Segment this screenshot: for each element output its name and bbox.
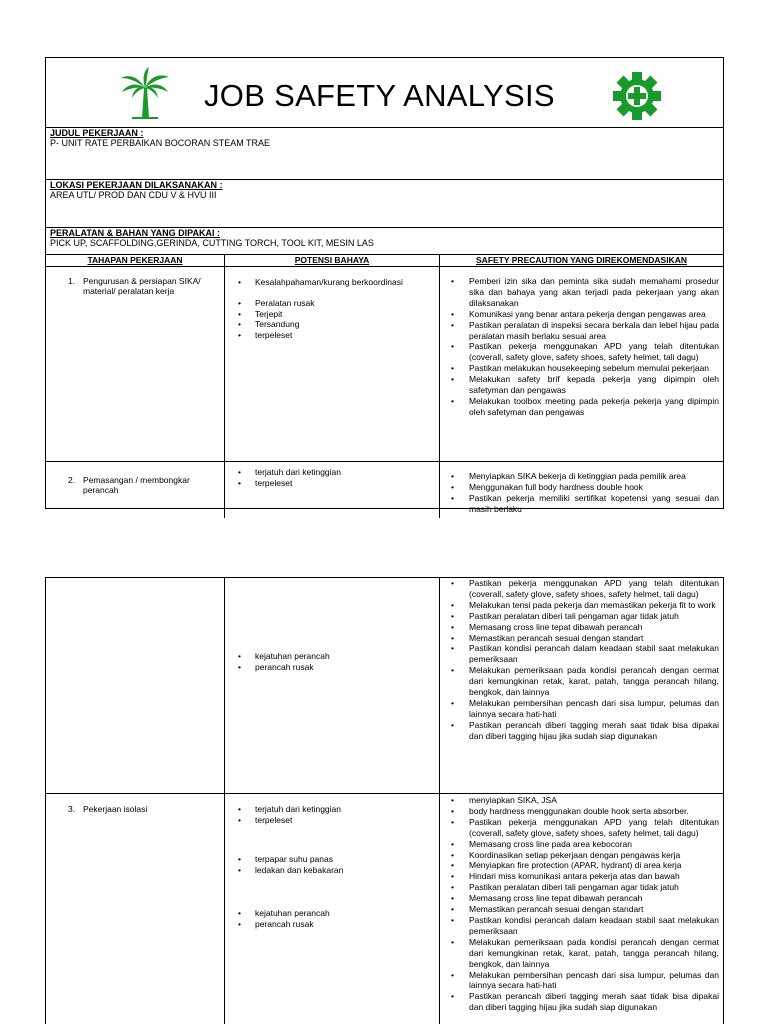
hazard-list [235, 651, 435, 672]
precaution-item: • Menggunakan full body hardness double hook [451, 482, 719, 493]
hazard-list [235, 298, 435, 340]
hazard-item: • Terjepit [235, 309, 435, 320]
table-row [46, 267, 723, 462]
precaution-item: • Pemberi izin sika dan peminta sika sudah memahami prosedur sika dan bahaya yang akan terjadi pada pekerjaan yang akan dilaksanakan [451, 276, 719, 309]
precaution-item: • Komunikasi yang benar antara pekerja dengan pengawas area [451, 309, 719, 320]
hazard-cell [225, 578, 440, 793]
judul-section [46, 128, 723, 180]
hazard-cell [225, 267, 440, 461]
precaution-item: • Pastikan melakukan housekeeping sebelum memulai pekerjaan [451, 363, 719, 374]
hazard-item: • terpapar suhu panas [235, 854, 435, 865]
precaution-item: • Memastikan perancah sesuai dengan standart [451, 904, 719, 915]
precaution-list [451, 471, 719, 515]
precaution-item: • Melakukan safety brif kepada pekerja yang dipimpin oleh safetyman dan pengawas [451, 374, 719, 396]
precaution-item: • Melakukan tensi pada pekerja dan memastikan pekerja fit to work [451, 600, 719, 611]
precaution-item: • Koordinasikan setiap pekerjaan dengan pengawas kerja [451, 850, 719, 861]
precaution-cell [440, 267, 723, 461]
precaution-item: • Melakukan pembersihan pencash dari sisa lumpur, pelumas dan lainnya secara hati-hati [451, 970, 719, 992]
palm-tree-icon [120, 66, 170, 120]
hazard-item: • ledakan dan kebakaran [235, 865, 435, 876]
step-number: 2. [68, 475, 76, 485]
jsa-table-continued [46, 578, 723, 1024]
precaution-item: • menyiapkan SIKA, JSA [451, 795, 719, 806]
judul-label: JUDUL PEKERJAAN : [50, 128, 144, 138]
hazard-item: • terjatuh dari ketinggian [235, 804, 435, 815]
precaution-item: • Memastikan perancah sesuai dengan standart [451, 633, 719, 644]
hazard-item: • kejatuhan perancah [235, 651, 435, 662]
hazard-list [235, 908, 435, 929]
hazard-list [235, 854, 435, 875]
hazard-cell [225, 794, 440, 1024]
precaution-item: • Menyiapkan fire protection (APAR, hydrant) di area kerja [451, 860, 719, 871]
hazard-item: • terjatuh dari ketinggian [235, 467, 435, 478]
gear-cross-icon [612, 71, 662, 121]
precaution-item: • Pastikan pekerja menggunakan APD yang telah ditentukan (coverall, safety glove, safety shoes, safety helmet, tali dagu) [451, 817, 719, 839]
precaution-item: • Memasang cross line tepat dibawah perancah [451, 622, 719, 633]
document-header [46, 58, 723, 128]
step-text: Pekerjaan isolasi [83, 804, 148, 814]
precaution-item: • Pastikan kondisi perancah dalam keadaan stabil saat melakukan pemeriksaan [451, 915, 719, 937]
step-cell [46, 794, 225, 1024]
precaution-item: • Pastikan perancah diberi tagging merah saat tidak bisa dipakai dan diberi tagging hijau jika sudah siap digunakan [451, 991, 719, 1013]
precaution-item: • Memasang cross line pada area kebocoran [451, 839, 719, 850]
step-cell [46, 578, 225, 793]
peralatan-value: PICK UP, SCAFFOLDING,GERINDA, CUTTING TORCH, TOOL KIT, MESIN LAS [50, 238, 374, 248]
precaution-item: • Memasang cross line tepat dibawah perancah [451, 893, 719, 904]
hazard-item: • Tersandung [235, 319, 435, 330]
step-number: 3. [68, 804, 76, 814]
peralatan-label: PERALATAN & BAHAN YANG DIPAKAI : [50, 228, 221, 238]
hazard-item: • perancah rusak [235, 662, 435, 673]
precaution-item: • body hardness menggunakan double hook serta absorber. [451, 806, 719, 817]
precaution-cell [440, 578, 723, 793]
precaution-item: • Hindari miss komunikasi antara pekerja atas dan bawah [451, 871, 719, 882]
jsa-table [46, 255, 723, 518]
step-cell [46, 267, 225, 461]
precaution-item: • Pastikan peralatan di inspeksi secara berkala dan lebel hijau pada peralatan masih berlaku sesuai area [451, 320, 719, 342]
precaution-item: • Pastikan perancah diberi tagging merah saat tidak bisa dipakai dan diberi tagging hijau jika sudah siap digunakan [451, 720, 719, 742]
precaution-item: • Pastikan peralatan diberi tali pengaman agar tidak jatuh [451, 882, 719, 893]
header-potensi: POTENSI BAHAYA [225, 255, 440, 266]
precaution-item: • Melakukan pembersihan pencash dari sisa lumpur, pelumas dan lainnya secara hati-hati [451, 698, 719, 720]
hazard-item: • Peralatan rusak [235, 298, 435, 309]
lokasi-label: LOKASI PEKERJAAN DILAKSANAKAN : [50, 180, 223, 190]
precaution-item: • Pastikan kondisi perancah dalam keadaan stabil saat melakukan pemeriksaan [451, 643, 719, 665]
hazard-item: • terpeleset [235, 330, 435, 341]
hazard-list [235, 804, 435, 825]
precaution-list [451, 795, 719, 1013]
precaution-item: • Pastikan pekerja memiliki sertifikat kopetensi yang sesuai dan masih berlaku [451, 493, 719, 515]
precaution-item: • Melakukan pemeriksaan pada kondisi perancah dengan cermat dari kemungkinan retak, karat, patah, tangga perancah hilang, bengkok, dan lainnya [451, 665, 719, 698]
hazard-item: • kejatuhan perancah [235, 908, 435, 919]
hazard-item: • perancah rusak [235, 919, 435, 930]
precaution-item: • Menyiapkan SIKA bekerja di ketinggian pada pemilik area [451, 471, 719, 482]
step-text: Pengurusan & persiapan SIKA/ material/ peralatan kerja [83, 276, 201, 296]
precaution-list [451, 276, 719, 418]
table-row [46, 578, 723, 794]
judul-value: P- UNIT RATE PERBAIKAN BOCORAN STEAM TRAE [50, 138, 271, 148]
hazard-cell [225, 462, 440, 518]
peralatan-section [46, 228, 723, 255]
document-title: JOB SAFETY ANALYSIS [204, 78, 555, 113]
lokasi-value: AREA UTL/ PROD DAN CDU V & HVU III [50, 190, 217, 200]
precaution-item: • Melakukan pemeriksaan pada kondisi perancah dengan cermat dari kemungkinan retak, karat, patah, tangga perancah hilang, bengkok, dan lainnya [451, 937, 719, 970]
precaution-item: • Melakukan toolbox meeting pada pekerja pekerja yang dipimpin oleh safetyman dan pengawas [451, 396, 719, 418]
hazard-list [235, 277, 435, 288]
precaution-cell [440, 462, 723, 518]
table-row [46, 462, 723, 518]
document-page-1 [45, 57, 724, 514]
table-row [46, 794, 723, 1024]
hazard-item: • Kesalahpahaman/kurang berkoordinasi [235, 277, 435, 288]
lokasi-section [46, 180, 723, 228]
precaution-item: • Pastikan pekerja menggunakan APD yang telah ditentukan (coverall, safety glove, safety shoes, safety helmet, tali dagu) [451, 341, 719, 363]
precaution-item: • Pastikan peralatan diberi tali pengaman agar tidak jatuh [451, 611, 719, 622]
precaution-list [451, 578, 719, 742]
step-cell [46, 462, 225, 518]
step-number: 1. [68, 276, 76, 286]
precaution-item: • Pastikan pekerja menggunakan APD yang telah ditentukan (coverall, safety glove, safety shoes, safety helmet, tali dagu) [451, 578, 719, 600]
hazard-item: • terpeleset [235, 815, 435, 826]
header-safety: SAFETY PRECAUTION YANG DIREKOMENDASIKAN [476, 255, 687, 265]
step-text: Pemasangan / membongkar perancah [83, 475, 190, 495]
header-tahapan: TAHAPAN PEKERJAAN [46, 255, 225, 266]
document-page-2 [45, 577, 724, 1024]
hazard-item: • terpeleset [235, 478, 435, 489]
precaution-cell [440, 794, 723, 1024]
table-header [46, 255, 723, 267]
hazard-list [235, 467, 435, 488]
